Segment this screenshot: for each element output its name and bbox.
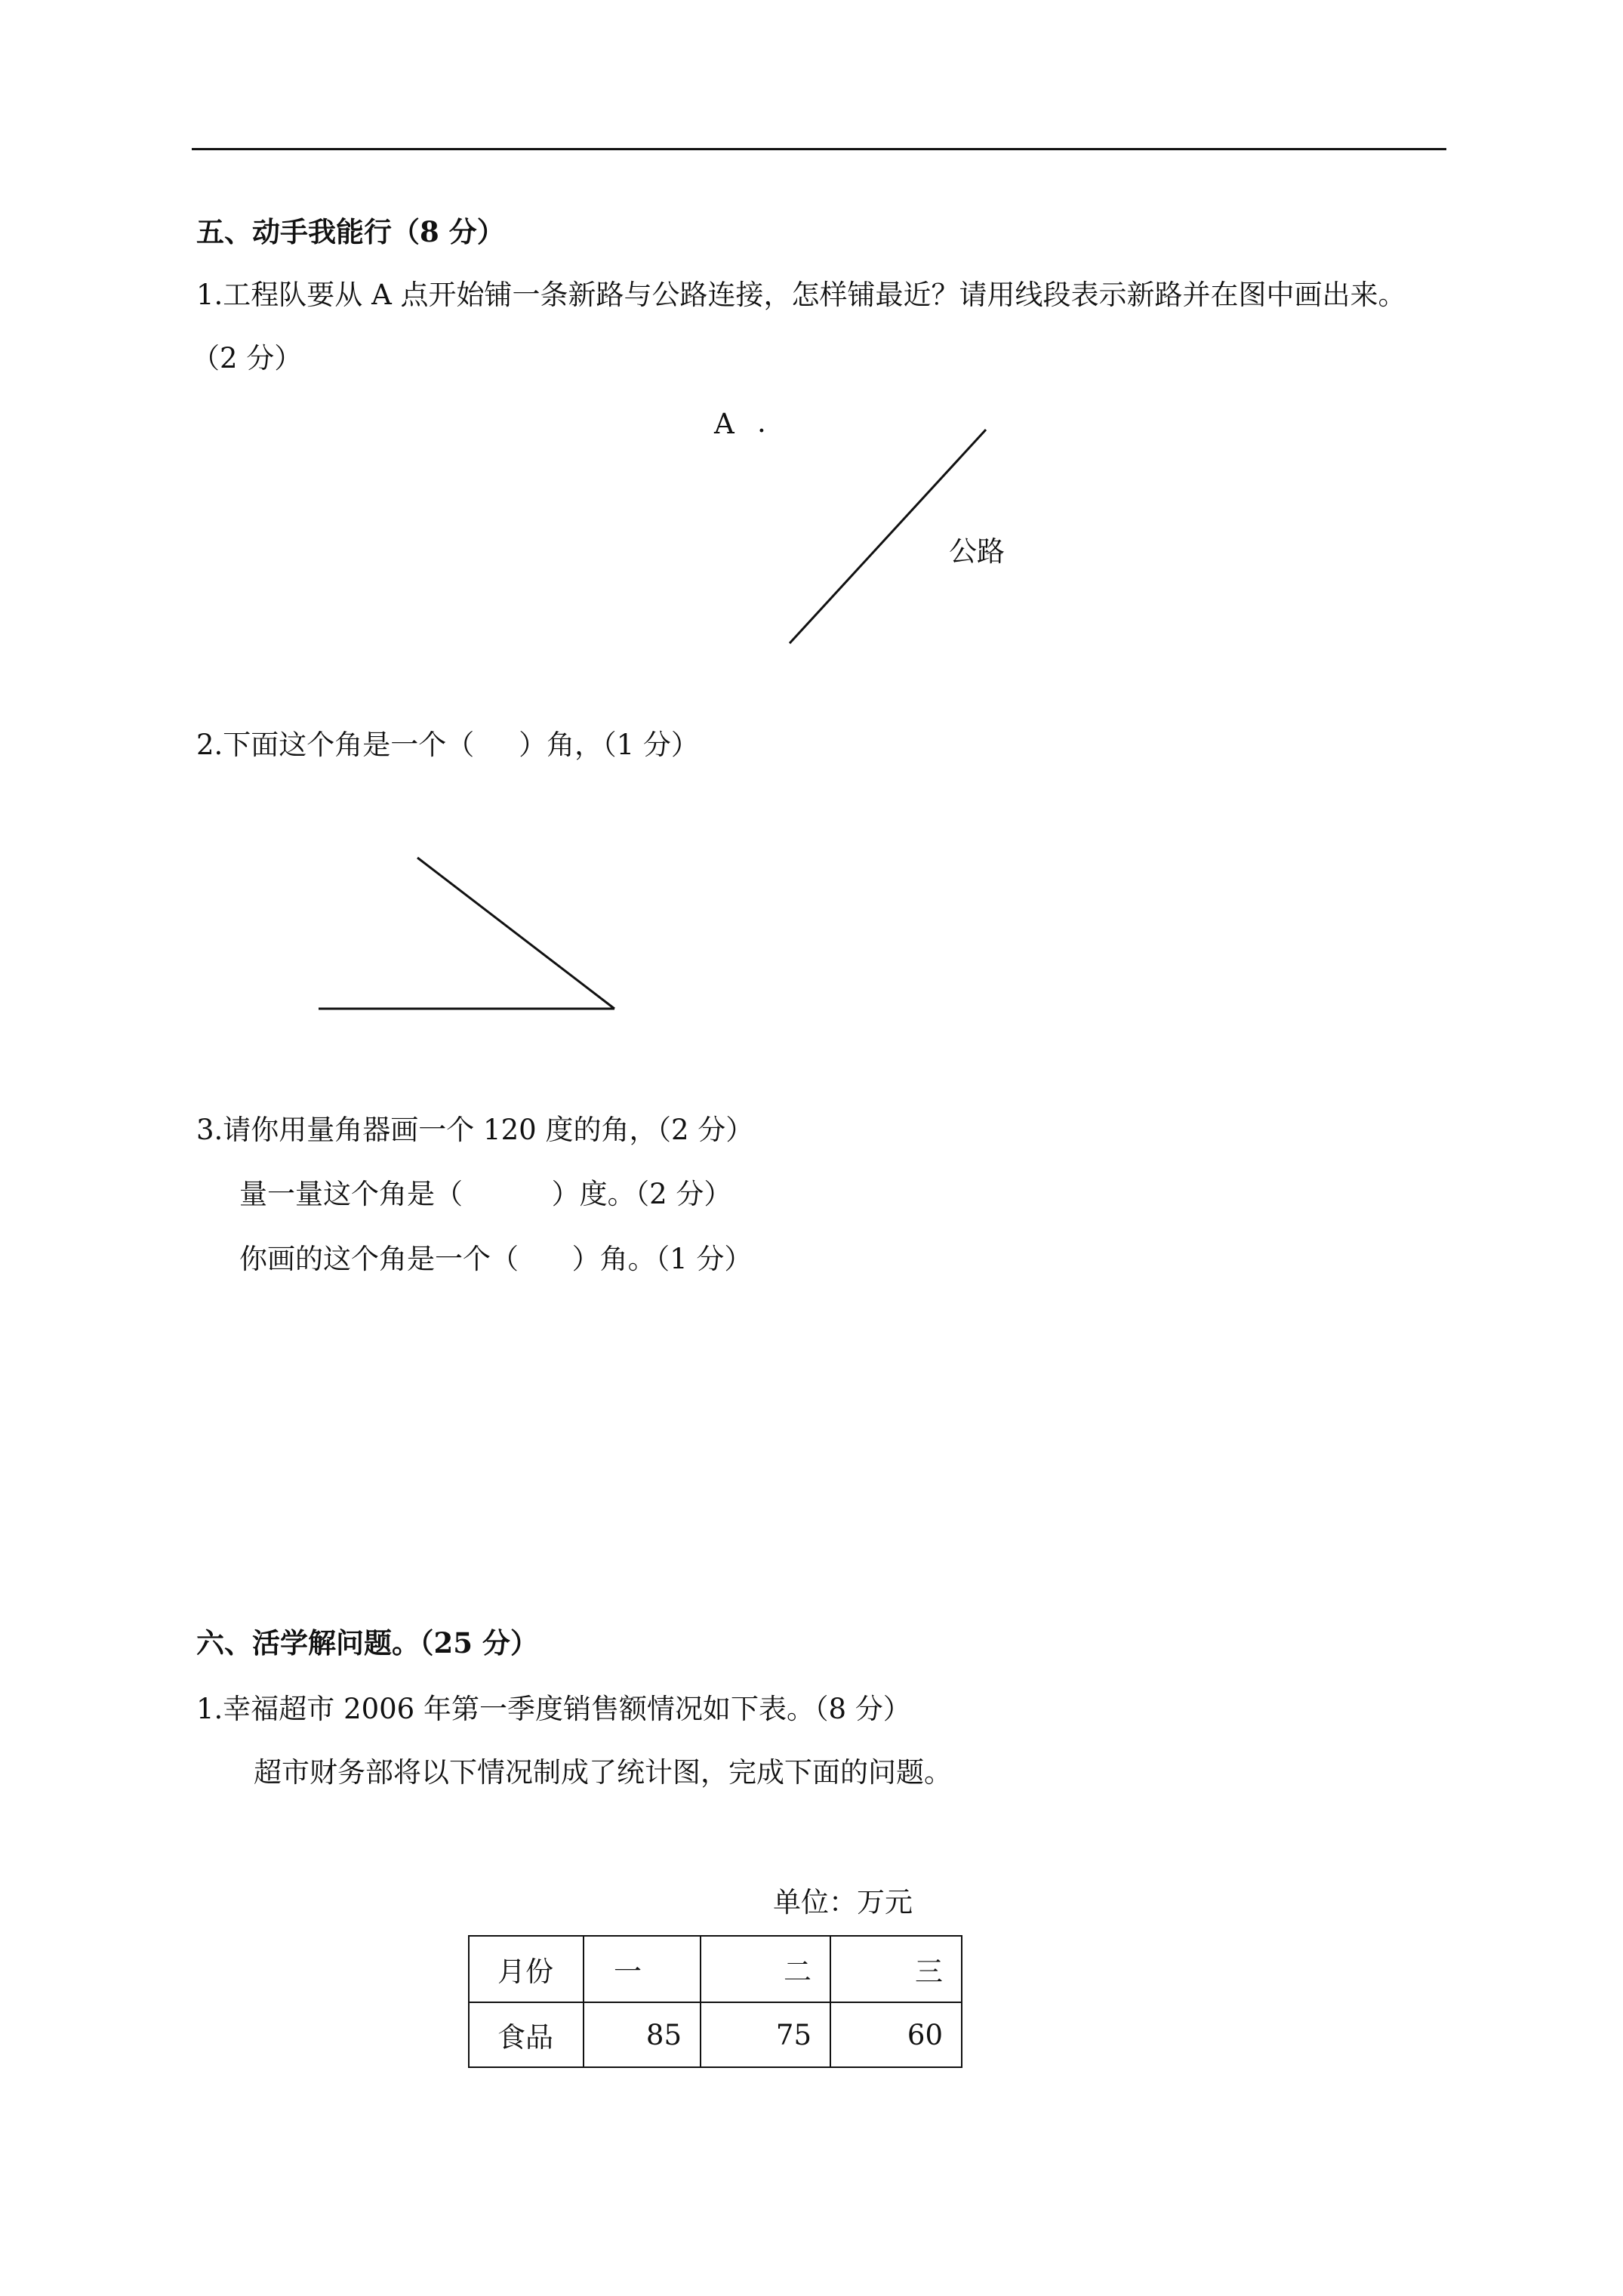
header-month-1: 一 [584,1936,701,2002]
row-label-food: 食品 [469,2002,584,2067]
question-6-1-text: 1.幸福超市 2006 年第一季度销售额情况如下表。（8 分） [196,1693,911,1725]
section-5-heading: 五、动手我能行（8 分） [196,215,505,248]
question-5-1-score: （2 分） [192,342,303,374]
food-month-2-value: 75 [701,2002,830,2067]
table-row [469,2002,962,2067]
question-5-3-measure: 量一量这个角是（ ）度。（2 分） [239,1178,732,1210]
question-5-3-type: 你画的这个角是一个（ ）角。（1 分） [239,1243,753,1275]
table-header-row [469,1936,962,2002]
point-a-label: A [714,408,735,440]
header-month: 月份 [469,1936,584,2002]
table-unit-label: 单位：万元 [773,1886,913,1918]
question-5-1-text: 1.工程队要从 A 点开始铺一条新路与公路连接，怎样铺最近？请用线段表示新路并在图中画出来。 [196,279,1406,311]
road-line [790,430,986,643]
sales-table [468,1935,962,2068]
question-5-3-text: 3.请你用量角器画一个 120 度的角，（2 分） [196,1114,754,1146]
question-5-2-text: 2.下面这个角是一个（ ）角，（1 分） [196,729,699,761]
road-label: 公路 [949,535,1005,568]
header-month-3: 三 [830,1936,962,2002]
section-6-heading: 六、活学解问题。（25 分） [196,1626,538,1660]
food-month-1-value: 85 [584,2002,701,2067]
header-month-2: 二 [701,1936,830,2002]
point-a-mark: . [757,406,766,439]
question-6-1-instruction: 超市财务部将以下情况制成了统计图，完成下面的问题。 [254,1756,952,1789]
food-month-3-value: 60 [830,2002,962,2067]
angle-slanted-ray [417,858,614,1009]
